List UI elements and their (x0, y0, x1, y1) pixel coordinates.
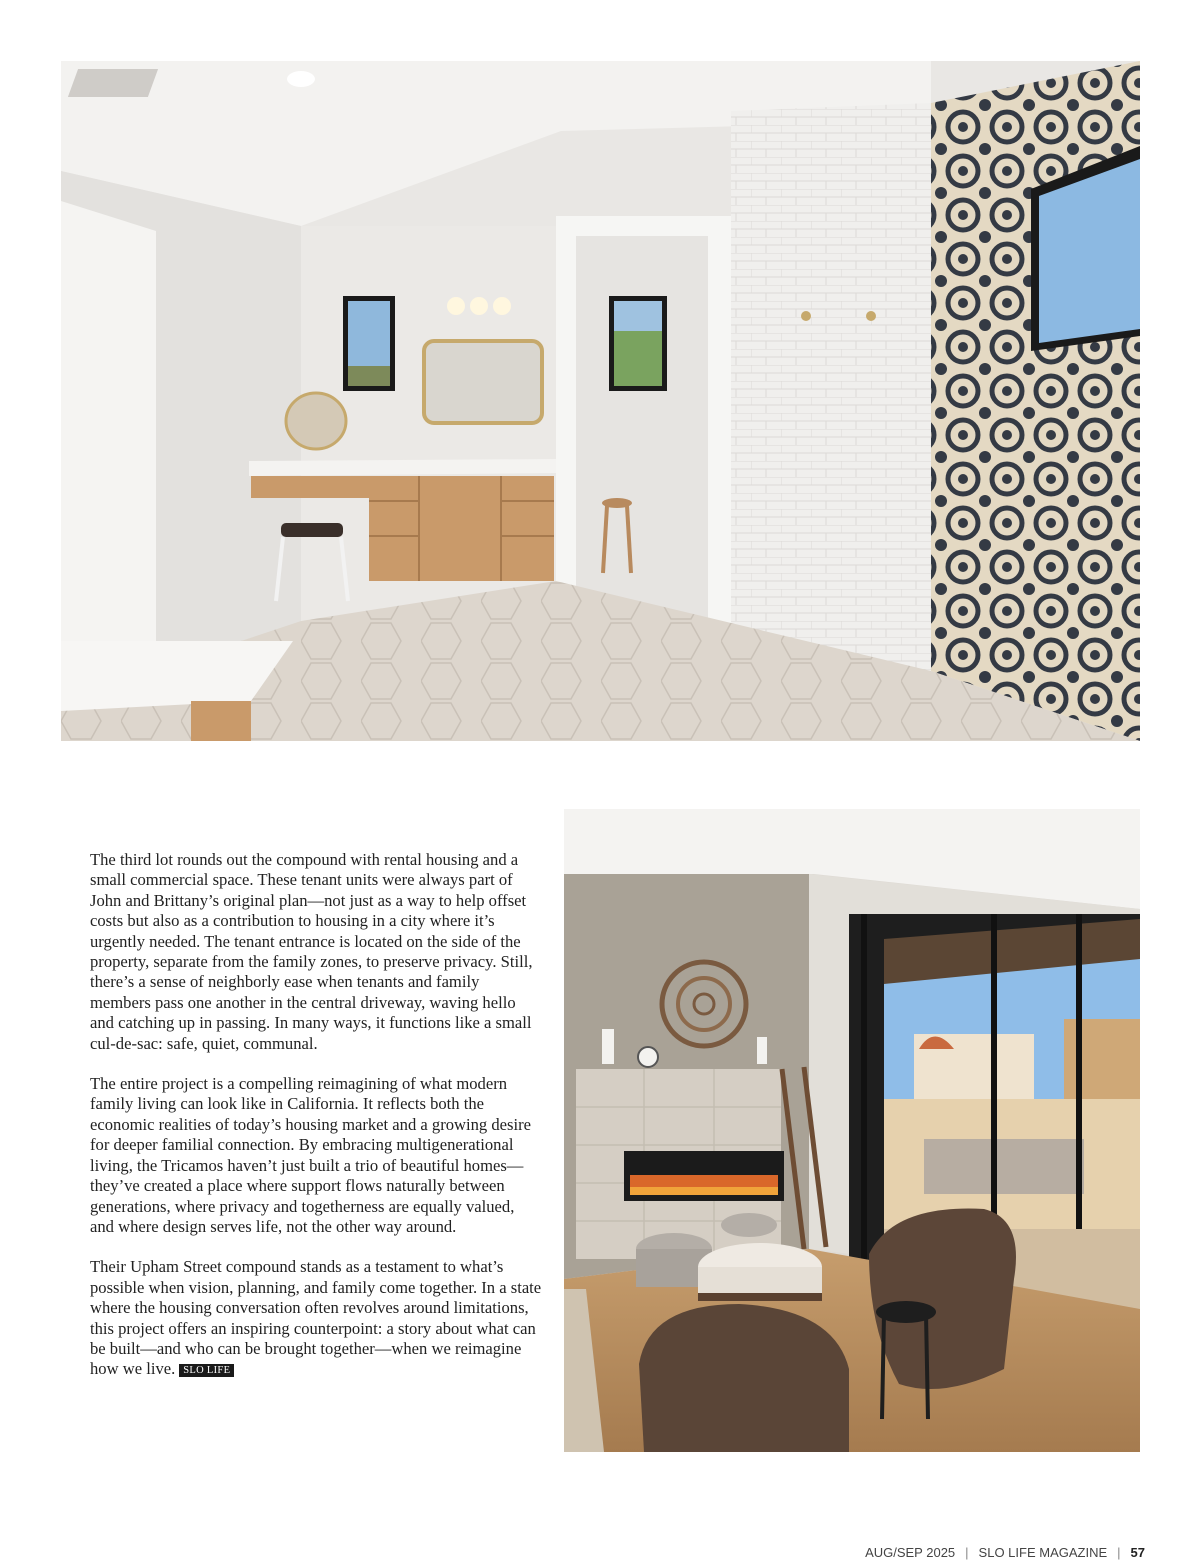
issue-date: AUG/SEP 2025 (865, 1545, 956, 1560)
paragraph-3-text: Their Upham Street compound stands as a testament to what’s possible when vision, planning, and family come together. In a state where the housing conversation often revolves around limitations, this project offers an inspiring counterpoint: a story about what can be built—and who can be brought together—when we reimagine how we live. (90, 1257, 542, 1379)
magazine-name: SLO LIFE MAGAZINE (978, 1545, 1108, 1560)
paragraph-2: The entire project is a compelling reimagining of what modern family living can look like in California. It reflects both the economic realities of today’s housing market and a growing desire for deeper familial connection. By embracing multigenerational living, the Tricamos haven’t just built a trio of beautiful homes—they’ve created a place where support flows naturally between generations, where privacy and togetherness are equally valued, and where design serves life, not the other way around. (90, 1074, 531, 1236)
footer-separator: | (965, 1545, 969, 1560)
page-number: 57 (1130, 1545, 1145, 1560)
paragraph-1: The third lot rounds out the compound with rental housing and a small commercial space. These tenant units were always part of John and Brittany’s original plan—not just as a way to help offset costs but also as a contribution to housing in a city where it’s urgently needed. The tenant entrance is located on the side of the property, separate from the family zones, to preserve privacy. Still, there’s a sense of neighborly ease when tenants and family members pass one another in the central driveway, waving hello and catching up in passing. In many ways, it functions like a small cul-de-sac: safe, quiet, communal. (90, 850, 533, 1053)
end-mark: SLO LIFE (179, 1364, 234, 1377)
paragraph-3 (90, 1257, 542, 1379)
page-footer (865, 1545, 1145, 1561)
bathroom-photo (61, 61, 1140, 741)
living-room-photo (564, 809, 1140, 1452)
article-body (90, 850, 542, 1400)
footer-separator: | (1117, 1545, 1121, 1560)
